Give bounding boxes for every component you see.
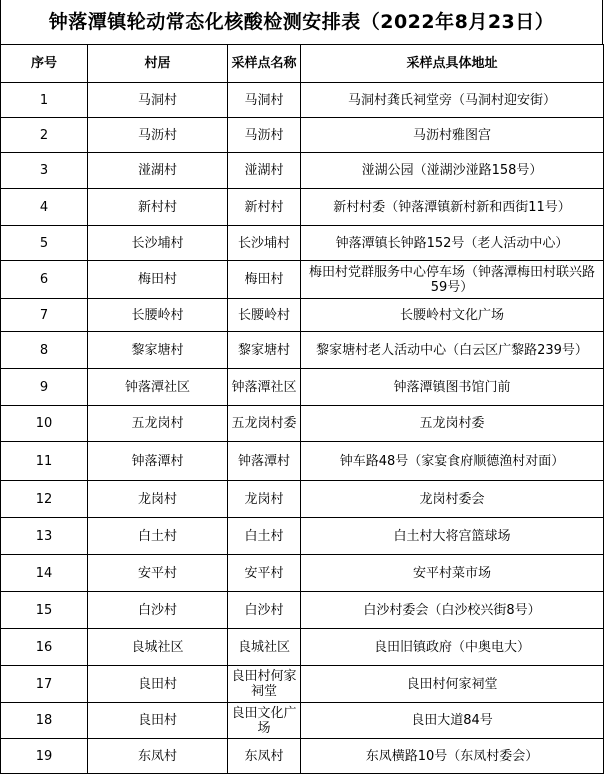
row-site-name: 马洞村 (228, 83, 301, 118)
row-address: 马洞村龚氏祠堂旁（马洞村迎安街） (301, 83, 604, 118)
row-no: 7 (1, 299, 88, 332)
header-village: 村居 (88, 45, 228, 83)
row-site-name: 白沙村 (228, 592, 301, 629)
row-village: 黎家塘村 (88, 332, 228, 369)
row-address: 钟落潭镇长钟路152号（老人活动中心） (301, 226, 604, 261)
row-address: 良田村何家祠堂 (301, 666, 604, 703)
row-no: 4 (1, 189, 88, 226)
row-no: 15 (1, 592, 88, 629)
header-address: 采样点具体地址 (301, 45, 604, 83)
row-address: 钟落潭镇图书馆门前 (301, 369, 604, 406)
row-site-name: 湴湖村 (228, 153, 301, 189)
row-village: 白沙村 (88, 592, 228, 629)
row-address: 梅田村党群服务中心停车场（钟落潭梅田村联兴路59号） (301, 261, 604, 299)
row-no: 3 (1, 153, 88, 189)
table-row (1, 118, 604, 153)
row-no: 8 (1, 332, 88, 369)
row-village: 马沥村 (88, 118, 228, 153)
row-address: 白沙村委会（白沙校兴街8号） (301, 592, 604, 629)
row-village: 新村村 (88, 189, 228, 226)
row-no: 5 (1, 226, 88, 261)
row-no: 9 (1, 369, 88, 406)
row-address: 良田旧镇政府（中奥电大） (301, 629, 604, 666)
row-no: 6 (1, 261, 88, 299)
row-site-name: 黎家塘村 (228, 332, 301, 369)
row-address: 长腰岭村文化广场 (301, 299, 604, 332)
table-row (1, 629, 604, 666)
table-row (1, 518, 604, 555)
row-site-name: 安平村 (228, 555, 301, 592)
row-village: 良城社区 (88, 629, 228, 666)
row-no: 17 (1, 666, 88, 703)
table-row (1, 703, 604, 739)
row-no: 2 (1, 118, 88, 153)
row-site-name: 钟落潭社区 (228, 369, 301, 406)
row-address: 良田大道84号 (301, 703, 604, 739)
table-row (1, 739, 604, 774)
table-row (1, 189, 604, 226)
row-address: 新村村委（钟落潭镇新村新和西街11号） (301, 189, 604, 226)
row-site-name: 白土村 (228, 518, 301, 555)
table-row (1, 592, 604, 629)
row-address: 马沥村雅图宫 (301, 118, 604, 153)
row-site-name: 钟落潭村 (228, 442, 301, 481)
row-no: 19 (1, 739, 88, 774)
table-row (1, 369, 604, 406)
row-address: 安平村菜市场 (301, 555, 604, 592)
row-no: 16 (1, 629, 88, 666)
table-row (1, 442, 604, 481)
row-village: 龙岗村 (88, 481, 228, 518)
row-no: 11 (1, 442, 88, 481)
row-address: 钟车路48号（家宴食府顺德渔村对面） (301, 442, 604, 481)
row-site-name: 东凤村 (228, 739, 301, 774)
row-address: 东凤横路10号（东凤村委会） (301, 739, 604, 774)
table-header-row (1, 45, 604, 83)
table-row (1, 332, 604, 369)
table-row (1, 666, 604, 703)
row-village: 安平村 (88, 555, 228, 592)
row-village: 五龙岗村 (88, 406, 228, 442)
table-row (1, 226, 604, 261)
row-site-name: 五龙岗村委 (228, 406, 301, 442)
row-village: 湴湖村 (88, 153, 228, 189)
row-address: 湴湖公园（湴湖沙湴路158号） (301, 153, 604, 189)
header-site-name: 采样点名称 (228, 45, 301, 83)
row-address: 白土村大将宫篮球场 (301, 518, 604, 555)
table-row (1, 299, 604, 332)
row-site-name: 良城社区 (228, 629, 301, 666)
table-body (1, 83, 604, 774)
row-village: 白土村 (88, 518, 228, 555)
row-site-name: 梅田村 (228, 261, 301, 299)
row-site-name: 龙岗村 (228, 481, 301, 518)
row-village: 钟落潭村 (88, 442, 228, 481)
row-site-name: 马沥村 (228, 118, 301, 153)
row-no: 1 (1, 83, 88, 118)
table-row (1, 83, 604, 118)
row-village: 东凤村 (88, 739, 228, 774)
row-no: 14 (1, 555, 88, 592)
row-site-name: 新村村 (228, 189, 301, 226)
row-village: 梅田村 (88, 261, 228, 299)
row-no: 13 (1, 518, 88, 555)
header-no: 序号 (1, 45, 88, 83)
row-no: 18 (1, 703, 88, 739)
row-site-name: 长沙埔村 (228, 226, 301, 261)
page-title: 钟落潭镇轮动常态化核酸检测安排表（2022年8月23日） (0, 0, 603, 44)
row-village: 长腰岭村 (88, 299, 228, 332)
row-no: 10 (1, 406, 88, 442)
row-village: 长沙埔村 (88, 226, 228, 261)
table-row (1, 406, 604, 442)
row-address: 五龙岗村委 (301, 406, 604, 442)
row-site-name: 良田文化广场 (228, 703, 301, 739)
row-site-name: 长腰岭村 (228, 299, 301, 332)
row-village: 钟落潭社区 (88, 369, 228, 406)
row-village: 良田村 (88, 703, 228, 739)
row-site-name: 良田村何家祠堂 (228, 666, 301, 703)
table-row (1, 555, 604, 592)
row-village: 马洞村 (88, 83, 228, 118)
row-village: 良田村 (88, 666, 228, 703)
schedule-table (0, 44, 604, 774)
table-row (1, 153, 604, 189)
row-no: 12 (1, 481, 88, 518)
row-address: 龙岗村委会 (301, 481, 604, 518)
table-row (1, 481, 604, 518)
table-row (1, 261, 604, 299)
row-address: 黎家塘村老人活动中心（白云区广黎路239号） (301, 332, 604, 369)
